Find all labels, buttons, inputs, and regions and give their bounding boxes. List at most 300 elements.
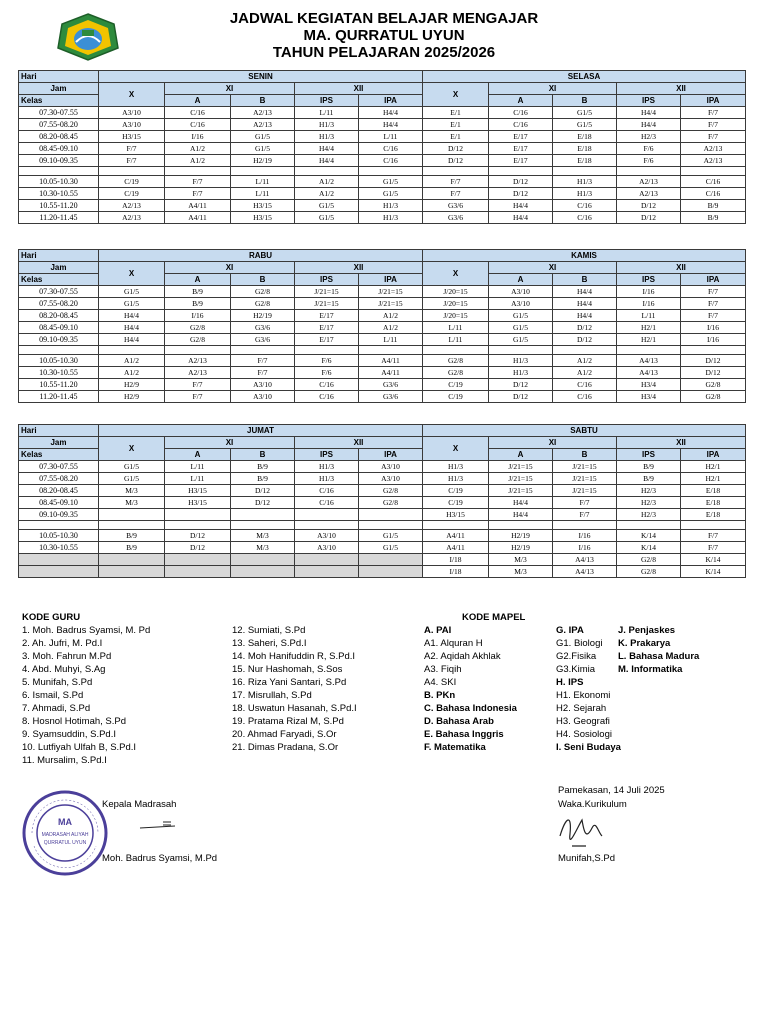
schedule-cell: H1/3: [553, 188, 617, 200]
subclass-header: IPA: [359, 449, 423, 461]
schedule-cell: G2/8: [165, 322, 231, 334]
class-x-header: X: [423, 83, 489, 107]
day-name: RABU: [99, 250, 423, 262]
schedule-cell: A4/11: [423, 530, 489, 542]
legend-item: H. IPS: [556, 677, 584, 688]
schedule-cell: B/9: [681, 200, 746, 212]
schedule-cell: F/7: [231, 367, 295, 379]
subclass-header: A: [489, 95, 553, 107]
schedule-cell: A2/13: [231, 119, 295, 131]
schedule-cell: [359, 509, 423, 521]
schedule-cell: F/7: [553, 509, 617, 521]
schedule-cell: A3/10: [99, 119, 165, 131]
time-slot: 10.55-11.20: [19, 379, 99, 391]
empty-cell: [681, 346, 746, 355]
schedule-cell: D/12: [553, 334, 617, 346]
schedule-cell: [99, 566, 165, 578]
legend-item: 14. Moh Hanifuddin R, S.Pd.I: [232, 651, 356, 662]
schedule-cell: L/11: [617, 310, 681, 322]
schedule-cell: G2/8: [359, 497, 423, 509]
schedule-cell: L/11: [295, 107, 359, 119]
time-slot: 09.10-09.35: [19, 334, 99, 346]
schedule-cell: F/7: [99, 155, 165, 167]
schedule-cell: H2/9: [99, 391, 165, 403]
legend-item: 10. Lutfiyah Ulfah B, S.Pd.I: [22, 742, 137, 753]
schedule-cell: A4/11: [359, 367, 423, 379]
subclass-header: B: [553, 449, 617, 461]
schedule-cell: A2/13: [681, 143, 746, 155]
schedule-cell: J/21=15: [359, 298, 423, 310]
empty-cell: [489, 346, 553, 355]
kelas-label: Kelas: [19, 95, 99, 107]
time-slot: 10.30-10.55: [19, 542, 99, 554]
schedule-cell: F/7: [165, 176, 231, 188]
schedule-cell: [231, 554, 295, 566]
schedule-cell: E/1: [423, 131, 489, 143]
schedule-table: [18, 70, 746, 224]
table-row: [19, 461, 746, 473]
break-row: [19, 521, 746, 530]
table-row: [19, 107, 746, 119]
schedule-cell: A1/2: [359, 310, 423, 322]
vice-curriculum-title: Waka.Kurikulum: [558, 799, 627, 810]
stamp-line3: QURRATUL UYUN: [43, 840, 87, 846]
empty-cell: [295, 346, 359, 355]
schedule-cell: A1/2: [165, 143, 231, 155]
empty-cell: [359, 346, 423, 355]
schedule-table: [18, 424, 746, 578]
schedule-cell: G1/5: [359, 188, 423, 200]
time-slot: 07.55-08.20: [19, 119, 99, 131]
empty-cell: [231, 521, 295, 530]
schedule-cell: J/21=15: [553, 461, 617, 473]
schedule-cell: H4/4: [617, 107, 681, 119]
schedule-cell: C/16: [165, 107, 231, 119]
time-slot: 10.30-10.55: [19, 188, 99, 200]
schedule-cell: H3/4: [617, 379, 681, 391]
day-name: SABTU: [423, 425, 746, 437]
schedule-cell: A2/13: [165, 355, 231, 367]
legend-item: 13. Saheri, S.Pd.I: [232, 638, 307, 649]
schedule-cell: M/3: [489, 554, 553, 566]
time-slot: 08.45-09.10: [19, 143, 99, 155]
time-slot: 08.20-08.45: [19, 131, 99, 143]
schedule-cell: H1/3: [423, 461, 489, 473]
class-xi-header: XI: [165, 262, 295, 274]
schedule-cell: J/21=15: [489, 485, 553, 497]
schedule-cell: G2/8: [423, 355, 489, 367]
legend-item: A2. Aqidah Akhlak: [424, 651, 501, 662]
empty-cell: [165, 346, 231, 355]
subclass-header: A: [489, 274, 553, 286]
subclass-header: IPA: [681, 449, 746, 461]
jam-label: Jam: [19, 262, 99, 274]
schedule-cell: [295, 509, 359, 521]
schedule-cell: H2/19: [231, 310, 295, 322]
empty-cell: [165, 521, 231, 530]
schedule-cell: K/14: [617, 530, 681, 542]
legend-item: 2. Ah. Jufri, M. Pd.I: [22, 638, 103, 649]
schedule-cell: H1/3: [295, 473, 359, 485]
legend-item: 8. Hosnol Hotimah, S.Pd: [22, 716, 127, 727]
schedule-cell: J/20=15: [423, 310, 489, 322]
table-row: [19, 334, 746, 346]
empty-cell: [423, 521, 489, 530]
time-slot: 09.10-09.35: [19, 155, 99, 167]
schedule-cell: B/9: [165, 286, 231, 298]
table-row: [19, 355, 746, 367]
time-slot: 10.55-11.20: [19, 200, 99, 212]
schedule-cell: H4/4: [553, 298, 617, 310]
schedule-cell: A3/10: [295, 542, 359, 554]
legend-item: H3. Geografi: [556, 716, 610, 727]
empty-cell: [617, 521, 681, 530]
schedule-cell: D/12: [489, 188, 553, 200]
time-slot: 10.05-10.30: [19, 176, 99, 188]
table-header-row: [19, 425, 746, 437]
legend-item: C. Bahasa Indonesia: [424, 703, 517, 714]
schedule-cell: A3/10: [99, 107, 165, 119]
schedule-cell: J/21=15: [553, 485, 617, 497]
schedule-cell: H3/4: [617, 391, 681, 403]
class-xii-header: XII: [617, 437, 746, 449]
schedule-cell: F/6: [295, 367, 359, 379]
legend-item: 17. Misrullah, S.Pd: [232, 690, 312, 701]
schedule-cell: A2/13: [99, 212, 165, 224]
subclass-header: B: [553, 95, 617, 107]
schedule-cell: H2/1: [681, 473, 746, 485]
schedule-cell: C/16: [553, 212, 617, 224]
schedule-cell: E/17: [489, 143, 553, 155]
schedule-cell: H4/4: [553, 310, 617, 322]
schedule-cell: C/16: [295, 497, 359, 509]
table-header-row: [19, 262, 746, 274]
schedule-cell: J/20=15: [423, 298, 489, 310]
school-name: MA. QURRATUL UYUN: [303, 27, 465, 44]
schedule-cell: E/1: [423, 119, 489, 131]
table-row: [19, 485, 746, 497]
schedule-cell: C/16: [681, 188, 746, 200]
schedule-cell: A3/10: [231, 391, 295, 403]
schedule-cell: C/19: [99, 188, 165, 200]
schedule-cell: A1/2: [359, 322, 423, 334]
schedule-cell: J/21=15: [295, 286, 359, 298]
schedule-cell: F/6: [617, 155, 681, 167]
schedule-cell: E/17: [295, 310, 359, 322]
table-row: [19, 200, 746, 212]
table-row: [19, 119, 746, 131]
schedule-cell: H2/1: [617, 334, 681, 346]
legend-item: E. Bahasa Inggris: [424, 729, 504, 740]
schedule-cell: L/11: [359, 131, 423, 143]
legend-item: F. Matematika: [424, 742, 486, 753]
legend-item: H1. Ekonomi: [556, 690, 611, 701]
table-row: [19, 530, 746, 542]
schedule-cell: C/16: [681, 176, 746, 188]
schedule-cell: D/12: [553, 322, 617, 334]
schedule-cell: H4/4: [295, 143, 359, 155]
schedule-cell: G3/6: [423, 200, 489, 212]
legend-item: 3. Moh. Fahrun M.Pd: [22, 651, 112, 662]
legend-item: 18. Uswatun Hasanah, S.Pd.I: [232, 703, 357, 714]
document-title: JADWAL KEGIATAN BELAJAR MENGAJAR: [229, 10, 539, 27]
schedule-cell: G3/6: [423, 212, 489, 224]
time-slot: 07.55-08.20: [19, 473, 99, 485]
schedule-cell: M/3: [99, 497, 165, 509]
schedule-cell: A1/2: [295, 188, 359, 200]
table-row: [19, 379, 746, 391]
subclass-header: B: [231, 274, 295, 286]
schedule-cell: C/16: [359, 143, 423, 155]
schedule-cell: H2/3: [617, 509, 681, 521]
legend-item: 11. Mursalim, S.Pd.I: [22, 755, 107, 766]
schedule-cell: J/21=15: [489, 473, 553, 485]
hari-label: Hari: [19, 425, 99, 437]
schedule-cell: A3/10: [489, 286, 553, 298]
schedule-cell: A2/13: [99, 200, 165, 212]
schedule-cell: I/18: [423, 566, 489, 578]
schedule-cell: A3/10: [489, 298, 553, 310]
schedule-cell: D/12: [489, 391, 553, 403]
legend-section: [0, 610, 768, 770]
schedule-cell: D/12: [617, 212, 681, 224]
stamp-line1: MA: [58, 817, 72, 827]
table-header-row: [19, 437, 746, 449]
time-slot: [19, 554, 99, 566]
table-row: [19, 497, 746, 509]
schedule-cell: C/19: [99, 176, 165, 188]
legend-item: 4. Abd. Muhyi, S.Ag: [22, 664, 106, 675]
subclass-header: IPA: [359, 274, 423, 286]
schedule-cell: K/14: [681, 566, 746, 578]
schedule-cell: A1/2: [553, 355, 617, 367]
subclass-header: IPA: [359, 95, 423, 107]
schedule-cell: F/7: [681, 530, 746, 542]
table-header-row: [19, 71, 746, 83]
subclass-header: B: [231, 449, 295, 461]
schedule-cell: F/6: [617, 143, 681, 155]
schedule-cell: G2/8: [231, 286, 295, 298]
schedule-cell: [295, 554, 359, 566]
schedule-cell: [165, 509, 231, 521]
empty-cell: [99, 167, 165, 176]
empty-cell: [99, 521, 165, 530]
schedule-cell: A1/2: [99, 367, 165, 379]
schedule-cell: A4/13: [617, 355, 681, 367]
schedule-cell: H2/19: [231, 155, 295, 167]
schedule-cell: C/19: [423, 497, 489, 509]
schedule-cell: H1/3: [359, 212, 423, 224]
schedule-cell: E/18: [553, 143, 617, 155]
schedule-cell: C/16: [553, 200, 617, 212]
schedule-cell: G2/8: [423, 367, 489, 379]
schedule-cell: G1/5: [295, 200, 359, 212]
day-name: JUMAT: [99, 425, 423, 437]
schedule-cell: H3/15: [165, 485, 231, 497]
legend-item: 19. Pratama Rizal M, S.Pd: [232, 716, 344, 727]
schedule-cell: G2/8: [359, 485, 423, 497]
schedule-cell: A4/13: [553, 554, 617, 566]
schedule-cell: F/7: [681, 107, 746, 119]
schedule-cell: A3/10: [231, 379, 295, 391]
schedule-cell: H1/3: [423, 473, 489, 485]
class-xii-header: XII: [295, 262, 423, 274]
class-xi-header: XI: [165, 437, 295, 449]
table-header-row: [19, 83, 746, 95]
schedule-cell: G1/5: [489, 322, 553, 334]
legend-item: A4. SKI: [424, 677, 457, 688]
schedule-cell: B/9: [617, 473, 681, 485]
schedule-cell: D/12: [489, 176, 553, 188]
schedule-cell: A2/13: [617, 176, 681, 188]
schedule-cell: G1/5: [359, 530, 423, 542]
schedule-cell: [231, 509, 295, 521]
subclass-header: A: [165, 95, 231, 107]
schedule-cell: H1/3: [489, 367, 553, 379]
schedule-cell: C/19: [423, 379, 489, 391]
table-row: [19, 298, 746, 310]
schedule-cell: K/14: [681, 554, 746, 566]
schedule-cell: A4/11: [359, 355, 423, 367]
schedule-cell: L/11: [165, 461, 231, 473]
schedule-cell: C/16: [295, 391, 359, 403]
schedule-cell: C/19: [423, 485, 489, 497]
schedule-cell: E/18: [681, 497, 746, 509]
schedule-cell: H3/15: [99, 131, 165, 143]
table-row: [19, 542, 746, 554]
schedule-cell: H2/19: [489, 530, 553, 542]
table-row: [19, 554, 746, 566]
schedule-cell: A1/2: [165, 155, 231, 167]
schedule-cell: H2/19: [489, 542, 553, 554]
subclass-header: IPS: [295, 449, 359, 461]
table-row: [19, 188, 746, 200]
schedule-cell: B/9: [231, 473, 295, 485]
legend-item: 7. Ahmadi, S.Pd: [22, 703, 91, 714]
table-row: [19, 391, 746, 403]
schedule-cell: H1/3: [295, 119, 359, 131]
schedule-cell: B/9: [617, 461, 681, 473]
schedule-cell: F/6: [295, 355, 359, 367]
schedule-cell: H4/4: [359, 119, 423, 131]
table-row: [19, 143, 746, 155]
table-header-row: [19, 250, 746, 262]
schedule-cell: F/7: [681, 298, 746, 310]
schedule-cell: H3/15: [423, 509, 489, 521]
day-name: SELASA: [423, 71, 746, 83]
schedule-cell: H2/1: [617, 322, 681, 334]
schedule-cell: D/12: [681, 367, 746, 379]
legend-item: H4. Sosiologi: [556, 729, 612, 740]
schedule-cell: G2/8: [681, 391, 746, 403]
schedule-cell: E/17: [489, 155, 553, 167]
schedule-cell: I/16: [165, 131, 231, 143]
principal-title: Kepala Madrasah: [102, 799, 177, 810]
subclass-header: IPS: [617, 274, 681, 286]
schedule-cell: F/7: [165, 188, 231, 200]
schedule-cell: D/12: [489, 379, 553, 391]
time-slot: 10.05-10.30: [19, 530, 99, 542]
schedule-cell: C/16: [489, 107, 553, 119]
schedule-cell: C/16: [553, 391, 617, 403]
schedule-cell: H3/15: [231, 212, 295, 224]
schedule-cell: E/18: [553, 155, 617, 167]
schedule-cell: H1/3: [489, 355, 553, 367]
place-date: Pamekasan, 14 Juli 2025: [558, 785, 665, 796]
hari-label: Hari: [19, 250, 99, 262]
schedule-cell: G1/5: [553, 119, 617, 131]
vice-signature-icon: [552, 806, 612, 856]
schedule-cell: M/3: [231, 542, 295, 554]
empty-cell: [19, 167, 99, 176]
schedule-cell: H3/15: [231, 200, 295, 212]
schedule-cell: E/17: [295, 322, 359, 334]
table-row: [19, 155, 746, 167]
schedule-cell: G2/8: [165, 334, 231, 346]
schedule-cell: F/7: [165, 379, 231, 391]
legend-item: B. PKn: [424, 690, 456, 701]
schedule-cell: G2/8: [617, 554, 681, 566]
time-slot: [19, 566, 99, 578]
schedule-cell: F/7: [681, 542, 746, 554]
schedule-cell: H4/4: [99, 310, 165, 322]
schedule-cell: I/18: [423, 554, 489, 566]
schedule-cell: F/7: [165, 391, 231, 403]
schedule-cell: J/21=15: [489, 461, 553, 473]
schedule-cell: D/12: [231, 497, 295, 509]
subclass-header: A: [165, 274, 231, 286]
kelas-label: Kelas: [19, 449, 99, 461]
empty-cell: [681, 167, 746, 176]
time-slot: 07.30-07.55: [19, 286, 99, 298]
madrasah-stamp-icon: [20, 788, 110, 878]
schedule-cell: H4/4: [489, 497, 553, 509]
schedule-cell: D/12: [423, 155, 489, 167]
empty-cell: [617, 167, 681, 176]
schedule-cell: A4/13: [617, 367, 681, 379]
schedule-cell: H1/3: [295, 461, 359, 473]
vice-curriculum-name: Munifah,S.Pd: [558, 853, 616, 864]
schedule-cell: L/11: [231, 188, 295, 200]
empty-cell: [423, 167, 489, 176]
schedule-cell: E/18: [553, 131, 617, 143]
table-row: [19, 473, 746, 485]
schedule-cell: H4/4: [489, 509, 553, 521]
time-slot: 07.30-07.55: [19, 107, 99, 119]
schedule-cell: H4/4: [295, 155, 359, 167]
schedule-cell: E/18: [681, 485, 746, 497]
schedule-cell: L/11: [423, 334, 489, 346]
legend-item: 1. Moh. Badrus Syamsi, M. Pd: [22, 625, 151, 636]
schedule-cell: E/17: [489, 131, 553, 143]
table-row: [19, 509, 746, 521]
empty-cell: [553, 521, 617, 530]
schedule-cell: J/21=15: [359, 286, 423, 298]
empty-cell: [295, 521, 359, 530]
table-row: [19, 176, 746, 188]
schedule-cell: [99, 554, 165, 566]
legend-item: 15. Nur Hashomah, S.Sos: [232, 664, 343, 675]
schedule-cell: F/7: [681, 131, 746, 143]
schedule-cell: G3/6: [359, 379, 423, 391]
empty-cell: [681, 521, 746, 530]
schedule-cell: M/3: [231, 530, 295, 542]
legend-item: H2. Sejarah: [556, 703, 607, 714]
schedule-cell: D/12: [165, 530, 231, 542]
class-x-header: X: [99, 83, 165, 107]
subclass-header: IPS: [617, 449, 681, 461]
principal-signature-icon: [135, 816, 195, 836]
